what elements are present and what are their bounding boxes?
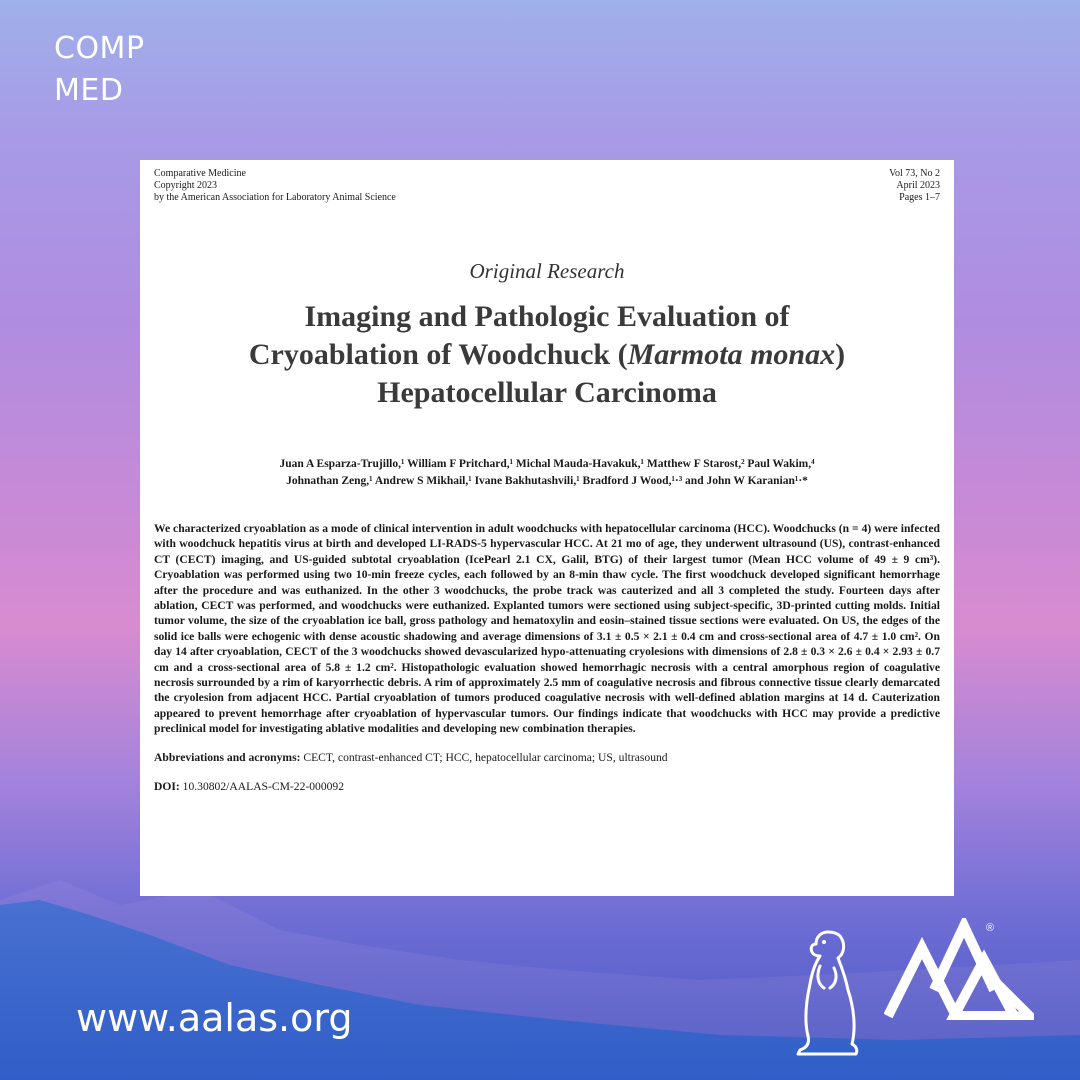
article-title <box>154 298 940 412</box>
publication-date: April 2023 <box>896 180 940 191</box>
brand-line-1: COMP <box>54 31 145 66</box>
doi-label: DOI: <box>154 779 180 793</box>
volume-issue: Vol 73, No 2 <box>889 168 940 179</box>
author-list <box>154 456 940 490</box>
website-url[interactable]: www.aalas.org <box>76 996 353 1040</box>
aalas-logo-icon <box>884 918 1034 1020</box>
woodchuck-icon <box>790 924 870 1058</box>
species-name: Marmota monax <box>627 338 836 371</box>
title-line-2-end: ) <box>835 338 846 371</box>
page-range: Pages 1–7 <box>899 192 940 203</box>
doi <box>154 780 940 793</box>
comp-med-wordmark <box>54 28 194 112</box>
abbreviations-text: CECT, contrast-enhanced CT; HCC, hepatocellular carcinoma; US, ultrasound <box>300 750 668 764</box>
title-line-3: Hepatocellular Carcinoma <box>377 376 717 409</box>
title-line-2-start: Cryoablation of Woodchuck ( <box>248 338 628 371</box>
title-line-1: Imaging and Pathologic Evaluation of <box>304 300 790 333</box>
journal-header-right <box>889 168 940 204</box>
abbreviations-label: Abbreviations and acronyms: <box>154 750 301 764</box>
title-line-2 <box>154 336 940 374</box>
journal-header <box>154 168 940 204</box>
registered-mark: ® <box>986 922 995 934</box>
journal-name: Comparative Medicine <box>154 168 246 179</box>
authors-line-1: Juan A Esparza-Trujillo,¹ William F Pritchard,¹ Michal Mauda-Havakuk,¹ Matthew F Starost,² Paul Wakim,⁴ <box>279 458 815 470</box>
authors-line-2: Johnathan Zeng,¹ Andrew S Mikhail,¹ Ivane Bakhutashvili,¹ Bradford J Wood,¹·³ and John W Karanian¹·* <box>286 475 808 487</box>
abbreviations <box>154 751 940 764</box>
brand-line-2: MED <box>54 73 124 108</box>
abstract-text: We characterized cryoablation as a mode of clinical intervention in adult woodchucks with hepatocellular carcinoma (HCC). Woodchucks (n = 4) were infected with woodchuck hepatitis virus at birth and developed LI-RADS-5 hypervascular HCC. At 21 mo of age, they underwent ultrasound (US), contrast-enhanced CT (CECT) imaging, and US-guided subtotal cryoablation (IcePearl 2.1 CX, Galil, BTG) of their largest tumor (Mean HCC volume of 49 ± 9 cm³). Cryoablation was performed using two 10-min freeze cycles, each followed by an 8-min thaw cycle. The first woodchuck developed significant hemorrhage after the procedure and was euthanized. In the other 3 woodchucks, the probe track was cauterized and all 3 completed the study. Fourteen days after ablation, CECT was performed, and woodchucks were euthanized. Explanted tumors were sectioned using subject-specific, 3D-printed cutting molds. Initial tumor volume, the size of the cryoablation ice ball, gross pathology and hematoxylin and eosin–stained tissue sections were evaluated. On US, the edges of the solid ice balls were echogenic with dense acoustic shadowing and average dimensions of 3.1 ± 0.5 × 2.1 ± 0.4 cm and cross-sectional area of 4.7 ± 1.0 cm². On day 14 after cryoablation, CECT of the 3 woodchucks showed devascularized hypo-attenuating cryolesions with dimensions of 2.8 ± 0.3 × 2.6 ± 0.4 × 2.93 ± 0.7 cm and a cross-sectional area of 5.8 ± 1.2 cm². Histopathologic evaluation showed hemorrhagic necrosis with a central amorphous region of coagulative necrosis surrounded by a rim of karyorrhectic debris. A rim of approximately 2.5 mm of coagulative necrosis and fibrous connective tissue clearly demarcated the cryolesion from adjacent HCC. Partial cryoablation of tumors produced coagulative necrosis with well-defined ablation margins at 14 d. Cauterization appeared to prevent hemorrhage after cryoablation of hypervascular tumors. Our findings indicate that woodchucks with HCC may provide a predictive preclinical model for investigating ablative modalities and developing new combination therapies. <box>154 522 940 736</box>
publisher: by the American Association for Laboratory Animal Science <box>154 192 396 203</box>
copyright: Copyright 2023 <box>154 180 218 191</box>
journal-header-left <box>154 168 396 204</box>
paper-abstract-page <box>140 160 954 896</box>
article-type: Original Research <box>469 259 625 283</box>
doi-value: 10.30802/AALAS-CM-22-000092 <box>179 779 345 793</box>
